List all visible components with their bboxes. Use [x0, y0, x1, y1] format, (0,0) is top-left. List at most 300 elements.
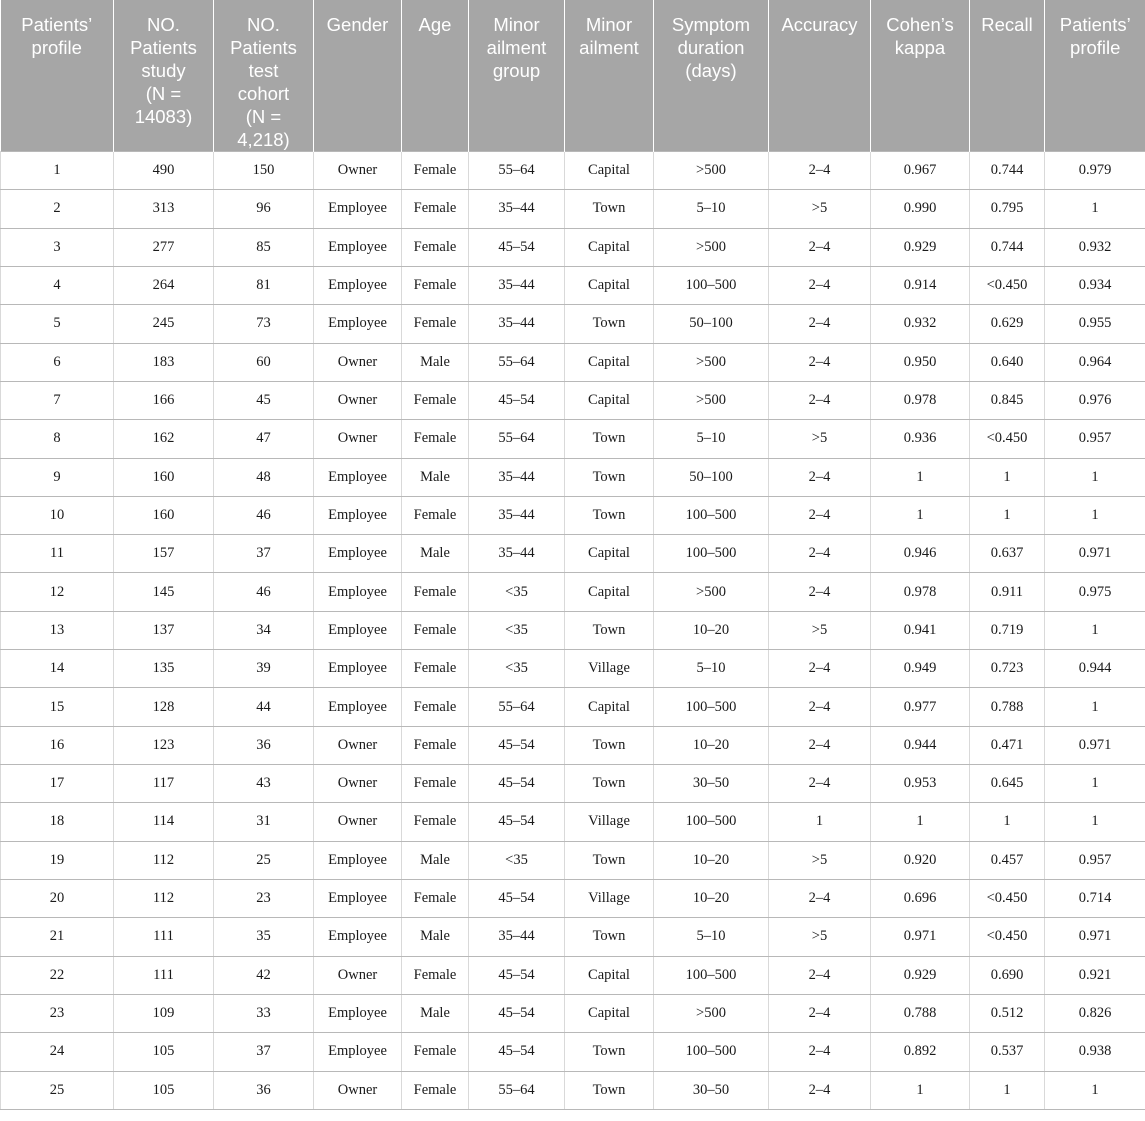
header-cohens-kappa: Cohen’s kappa: [871, 0, 970, 152]
cell-symptom-duration: 5–10: [654, 190, 769, 228]
cell-patients-test-cohort: 45: [214, 381, 314, 419]
cell-patient-profile: 4: [1, 266, 114, 304]
cell-patient-profile: 24: [1, 1033, 114, 1071]
cell-patients-study: 105: [114, 1071, 214, 1109]
cell-cohens-kappa: 0.929: [871, 956, 970, 994]
cell-patient-profile: 2: [1, 190, 114, 228]
cell-recall: 0.629: [970, 305, 1045, 343]
table-row: [1, 573, 1145, 611]
cell-patient-profile: 3: [1, 228, 114, 266]
cell-age: Female: [402, 573, 469, 611]
cell-gender: Owner: [314, 152, 402, 190]
cell-gender: Employee: [314, 650, 402, 688]
cell-ailment: Capital: [565, 688, 654, 726]
cell-cohens-kappa: 0.946: [871, 535, 970, 573]
cell-ailment: Capital: [565, 266, 654, 304]
cell-patients-test-cohort: 81: [214, 266, 314, 304]
cell-patients-profile-2: 1: [1045, 611, 1145, 649]
cell-patient-profile: 11: [1, 535, 114, 573]
cell-cohens-kappa: 0.914: [871, 266, 970, 304]
cell-patients-study: 166: [114, 381, 214, 419]
cell-age: Female: [402, 266, 469, 304]
cell-gender: Owner: [314, 765, 402, 803]
cell-patient-profile: 19: [1, 841, 114, 879]
cell-accuracy: 2–4: [769, 535, 871, 573]
cell-patients-profile-2: 0.971: [1045, 726, 1145, 764]
cell-recall: 0.845: [970, 381, 1045, 419]
cell-ailment: Village: [565, 803, 654, 841]
cell-recall: 0.471: [970, 726, 1045, 764]
cell-cohens-kappa: 0.978: [871, 573, 970, 611]
cell-age: Female: [402, 152, 469, 190]
cell-symptom-duration: 100–500: [654, 496, 769, 534]
cell-patients-test-cohort: 85: [214, 228, 314, 266]
cell-ailment: Town: [565, 765, 654, 803]
cell-symptom-duration: >500: [654, 228, 769, 266]
cell-gender: Employee: [314, 535, 402, 573]
cell-cohens-kappa: 0.953: [871, 765, 970, 803]
cell-accuracy: >5: [769, 611, 871, 649]
cell-age: Female: [402, 956, 469, 994]
cell-recall: 0.744: [970, 228, 1045, 266]
cell-accuracy: 2–4: [769, 152, 871, 190]
table-row: [1, 841, 1145, 879]
cell-age: Female: [402, 228, 469, 266]
table-row: [1, 994, 1145, 1032]
cell-patient-profile: 10: [1, 496, 114, 534]
cell-age: Male: [402, 535, 469, 573]
cell-symptom-duration: 10–20: [654, 726, 769, 764]
cell-ailment: Town: [565, 1071, 654, 1109]
table-body: [1, 152, 1145, 1110]
header-symptom-duration: Symptom duration (days): [654, 0, 769, 152]
cell-ailment: Capital: [565, 573, 654, 611]
cell-age: Female: [402, 726, 469, 764]
cell-patient-profile: 5: [1, 305, 114, 343]
cell-recall: 0.744: [970, 152, 1045, 190]
cell-recall: 0.719: [970, 611, 1045, 649]
cell-patients-profile-2: 0.826: [1045, 994, 1145, 1032]
cell-symptom-duration: 100–500: [654, 1033, 769, 1071]
cell-patients-profile-2: 0.955: [1045, 305, 1145, 343]
cell-patients-profile-2: 0.932: [1045, 228, 1145, 266]
cell-age: Female: [402, 611, 469, 649]
cell-recall: 0.537: [970, 1033, 1045, 1071]
cell-patients-profile-2: 1: [1045, 458, 1145, 496]
cell-ailment-group: 55–64: [469, 1071, 565, 1109]
cell-ailment-group: <35: [469, 573, 565, 611]
cell-symptom-duration: 30–50: [654, 1071, 769, 1109]
cell-symptom-duration: 100–500: [654, 803, 769, 841]
cell-patients-profile-2: 0.971: [1045, 918, 1145, 956]
cell-ailment-group: 35–44: [469, 918, 565, 956]
cell-gender: Employee: [314, 879, 402, 917]
cell-ailment-group: 45–54: [469, 879, 565, 917]
cell-recall: 0.637: [970, 535, 1045, 573]
cell-patients-profile-2: 0.971: [1045, 535, 1145, 573]
cell-cohens-kappa: 1: [871, 1071, 970, 1109]
cell-symptom-duration: 5–10: [654, 918, 769, 956]
cell-patients-test-cohort: 31: [214, 803, 314, 841]
cell-ailment-group: 35–44: [469, 496, 565, 534]
cell-accuracy: 2–4: [769, 879, 871, 917]
cell-patients-study: 245: [114, 305, 214, 343]
cell-ailment-group: 55–64: [469, 343, 565, 381]
table-row: [1, 535, 1145, 573]
cell-ailment-group: 45–54: [469, 381, 565, 419]
cell-patients-study: 160: [114, 496, 214, 534]
cell-accuracy: 2–4: [769, 228, 871, 266]
cell-patients-study: 112: [114, 879, 214, 917]
cell-patients-study: 112: [114, 841, 214, 879]
cell-accuracy: 2–4: [769, 726, 871, 764]
table-row: [1, 420, 1145, 458]
cell-recall: 0.795: [970, 190, 1045, 228]
cell-cohens-kappa: 0.944: [871, 726, 970, 764]
cell-patients-study: 111: [114, 956, 214, 994]
cell-cohens-kappa: 0.936: [871, 420, 970, 458]
cell-patients-study: 137: [114, 611, 214, 649]
cell-patients-profile-2: 0.921: [1045, 956, 1145, 994]
cell-patients-test-cohort: 46: [214, 496, 314, 534]
cell-age: Female: [402, 420, 469, 458]
cell-patients-profile-2: 0.944: [1045, 650, 1145, 688]
cell-patients-study: 145: [114, 573, 214, 611]
cell-cohens-kappa: 0.696: [871, 879, 970, 917]
cell-ailment-group: 45–54: [469, 765, 565, 803]
cell-patients-test-cohort: 73: [214, 305, 314, 343]
cell-patients-test-cohort: 37: [214, 1033, 314, 1071]
cell-cohens-kappa: 1: [871, 803, 970, 841]
cell-ailment: Town: [565, 918, 654, 956]
cell-ailment-group: 35–44: [469, 305, 565, 343]
cell-recall: 0.640: [970, 343, 1045, 381]
cell-accuracy: 1: [769, 803, 871, 841]
cell-patients-study: 123: [114, 726, 214, 764]
cell-accuracy: >5: [769, 918, 871, 956]
cell-gender: Owner: [314, 343, 402, 381]
header-gender: Gender: [314, 0, 402, 152]
cell-ailment: Town: [565, 496, 654, 534]
header-minor-ailment: Minor ailment: [565, 0, 654, 152]
cell-symptom-duration: 100–500: [654, 535, 769, 573]
cell-gender: Employee: [314, 190, 402, 228]
cell-age: Male: [402, 458, 469, 496]
cell-symptom-duration: 5–10: [654, 650, 769, 688]
cell-age: Female: [402, 879, 469, 917]
cell-ailment-group: 45–54: [469, 956, 565, 994]
cell-ailment-group: 45–54: [469, 726, 565, 764]
cell-symptom-duration: 50–100: [654, 458, 769, 496]
cell-symptom-duration: >500: [654, 994, 769, 1032]
cell-gender: Employee: [314, 841, 402, 879]
cell-gender: Employee: [314, 496, 402, 534]
table-row: [1, 266, 1145, 304]
cell-recall: 0.723: [970, 650, 1045, 688]
cell-accuracy: 2–4: [769, 573, 871, 611]
cell-age: Female: [402, 1033, 469, 1071]
cell-ailment-group: <35: [469, 650, 565, 688]
cell-patients-study: 114: [114, 803, 214, 841]
cell-patients-test-cohort: 39: [214, 650, 314, 688]
cell-gender: Owner: [314, 420, 402, 458]
cell-accuracy: >5: [769, 190, 871, 228]
cell-patients-test-cohort: 37: [214, 535, 314, 573]
cell-patients-study: 160: [114, 458, 214, 496]
cell-age: Female: [402, 803, 469, 841]
cell-ailment: Town: [565, 190, 654, 228]
cell-recall: <0.450: [970, 918, 1045, 956]
cell-patients-test-cohort: 46: [214, 573, 314, 611]
table-row: [1, 381, 1145, 419]
cell-gender: Employee: [314, 305, 402, 343]
cell-age: Female: [402, 305, 469, 343]
cell-patients-test-cohort: 23: [214, 879, 314, 917]
table-row: [1, 956, 1145, 994]
cell-patients-test-cohort: 36: [214, 726, 314, 764]
cell-patients-profile-2: 0.976: [1045, 381, 1145, 419]
cell-patient-profile: 9: [1, 458, 114, 496]
header-recall: Recall: [970, 0, 1045, 152]
cell-recall: 0.512: [970, 994, 1045, 1032]
cell-patients-test-cohort: 33: [214, 994, 314, 1032]
cell-patients-test-cohort: 36: [214, 1071, 314, 1109]
cell-recall: 1: [970, 803, 1045, 841]
cell-cohens-kappa: 0.990: [871, 190, 970, 228]
cell-patient-profile: 23: [1, 994, 114, 1032]
cell-gender: Employee: [314, 1033, 402, 1071]
cell-age: Male: [402, 841, 469, 879]
cell-patients-profile-2: 0.957: [1045, 841, 1145, 879]
cell-ailment-group: 35–44: [469, 190, 565, 228]
cell-symptom-duration: 100–500: [654, 688, 769, 726]
cell-patient-profile: 25: [1, 1071, 114, 1109]
cell-patients-study: 277: [114, 228, 214, 266]
cell-gender: Owner: [314, 1071, 402, 1109]
header-row: [1, 0, 1145, 152]
cell-ailment: Town: [565, 1033, 654, 1071]
cell-ailment: Capital: [565, 994, 654, 1032]
cell-gender: Employee: [314, 611, 402, 649]
cell-age: Female: [402, 650, 469, 688]
cell-cohens-kappa: 0.941: [871, 611, 970, 649]
cell-accuracy: 2–4: [769, 496, 871, 534]
cell-patient-profile: 20: [1, 879, 114, 917]
cell-patients-profile-2: 1: [1045, 190, 1145, 228]
cell-gender: Employee: [314, 573, 402, 611]
cell-ailment-group: 35–44: [469, 535, 565, 573]
cell-patient-profile: 15: [1, 688, 114, 726]
cell-patient-profile: 21: [1, 918, 114, 956]
cell-age: Female: [402, 765, 469, 803]
table-row: [1, 688, 1145, 726]
header-no-patients-study: NO. Patients study (N = 14083): [114, 0, 214, 152]
cell-ailment: Capital: [565, 956, 654, 994]
cell-ailment: Village: [565, 650, 654, 688]
cell-patients-profile-2: 0.957: [1045, 420, 1145, 458]
cell-ailment-group: 55–64: [469, 688, 565, 726]
cell-gender: Owner: [314, 956, 402, 994]
cell-age: Female: [402, 1071, 469, 1109]
cell-patient-profile: 14: [1, 650, 114, 688]
cell-gender: Owner: [314, 803, 402, 841]
cell-patients-profile-2: 0.964: [1045, 343, 1145, 381]
cell-symptom-duration: >500: [654, 381, 769, 419]
cell-symptom-duration: >500: [654, 152, 769, 190]
cell-patients-test-cohort: 150: [214, 152, 314, 190]
cell-ailment-group: 45–54: [469, 803, 565, 841]
cell-patients-test-cohort: 35: [214, 918, 314, 956]
cell-accuracy: >5: [769, 841, 871, 879]
cell-ailment-group: 45–54: [469, 994, 565, 1032]
cell-patients-profile-2: 0.979: [1045, 152, 1145, 190]
cell-accuracy: 2–4: [769, 765, 871, 803]
cell-accuracy: 2–4: [769, 956, 871, 994]
cell-accuracy: 2–4: [769, 1033, 871, 1071]
cell-symptom-duration: 100–500: [654, 956, 769, 994]
cell-patient-profile: 6: [1, 343, 114, 381]
cell-patients-study: 135: [114, 650, 214, 688]
cell-cohens-kappa: 0.978: [871, 381, 970, 419]
cell-patients-profile-2: 0.714: [1045, 879, 1145, 917]
cell-recall: 1: [970, 1071, 1045, 1109]
cell-cohens-kappa: 0.971: [871, 918, 970, 956]
cell-patients-test-cohort: 34: [214, 611, 314, 649]
cell-patients-test-cohort: 47: [214, 420, 314, 458]
cell-ailment-group: <35: [469, 841, 565, 879]
cell-accuracy: 2–4: [769, 266, 871, 304]
cell-age: Female: [402, 688, 469, 726]
cell-patient-profile: 17: [1, 765, 114, 803]
table-row: [1, 152, 1145, 190]
cell-ailment: Town: [565, 420, 654, 458]
cell-symptom-duration: 50–100: [654, 305, 769, 343]
cell-cohens-kappa: 0.920: [871, 841, 970, 879]
cell-ailment-group: 55–64: [469, 152, 565, 190]
table-header: [1, 0, 1145, 152]
cell-patient-profile: 22: [1, 956, 114, 994]
cell-recall: 1: [970, 458, 1045, 496]
cell-ailment: Capital: [565, 381, 654, 419]
cell-symptom-duration: 30–50: [654, 765, 769, 803]
cell-symptom-duration: 10–20: [654, 611, 769, 649]
cell-cohens-kappa: 0.929: [871, 228, 970, 266]
cell-symptom-duration: >500: [654, 343, 769, 381]
cell-patient-profile: 13: [1, 611, 114, 649]
cell-patients-test-cohort: 25: [214, 841, 314, 879]
cell-accuracy: 2–4: [769, 1071, 871, 1109]
cell-accuracy: 2–4: [769, 343, 871, 381]
cell-patients-test-cohort: 44: [214, 688, 314, 726]
table-row: [1, 879, 1145, 917]
cell-gender: Employee: [314, 688, 402, 726]
cell-patient-profile: 7: [1, 381, 114, 419]
cell-symptom-duration: >500: [654, 573, 769, 611]
cell-patients-profile-2: 1: [1045, 688, 1145, 726]
table-row: [1, 1071, 1145, 1109]
cell-accuracy: 2–4: [769, 381, 871, 419]
cell-recall: <0.450: [970, 879, 1045, 917]
cell-ailment: Town: [565, 841, 654, 879]
cell-recall: <0.450: [970, 420, 1045, 458]
header-patients-profile-2: Patients’ profile: [1045, 0, 1145, 152]
cell-ailment: Capital: [565, 343, 654, 381]
cell-accuracy: >5: [769, 420, 871, 458]
cell-gender: Employee: [314, 228, 402, 266]
cell-ailment-group: 45–54: [469, 1033, 565, 1071]
cell-ailment: Capital: [565, 228, 654, 266]
cell-accuracy: 2–4: [769, 305, 871, 343]
table-row: [1, 190, 1145, 228]
cell-recall: 0.690: [970, 956, 1045, 994]
cell-recall: 0.788: [970, 688, 1045, 726]
cell-age: Male: [402, 918, 469, 956]
table-row: [1, 918, 1145, 956]
cell-gender: Employee: [314, 918, 402, 956]
header-accuracy: Accuracy: [769, 0, 871, 152]
table-row: [1, 496, 1145, 534]
cell-patients-test-cohort: 96: [214, 190, 314, 228]
cell-patients-study: 105: [114, 1033, 214, 1071]
cell-patients-study: 157: [114, 535, 214, 573]
cell-ailment-group: 35–44: [469, 266, 565, 304]
table-row: [1, 1033, 1145, 1071]
cell-ailment: Village: [565, 879, 654, 917]
cell-cohens-kappa: 1: [871, 458, 970, 496]
cell-patients-study: 490: [114, 152, 214, 190]
table-row: [1, 765, 1145, 803]
cell-recall: 1: [970, 496, 1045, 534]
cell-patients-study: 313: [114, 190, 214, 228]
cell-patients-study: 183: [114, 343, 214, 381]
cell-patient-profile: 12: [1, 573, 114, 611]
cell-patients-profile-2: 0.938: [1045, 1033, 1145, 1071]
cell-patient-profile: 1: [1, 152, 114, 190]
cell-patients-test-cohort: 48: [214, 458, 314, 496]
cell-symptom-duration: 100–500: [654, 266, 769, 304]
cell-recall: 0.911: [970, 573, 1045, 611]
cell-cohens-kappa: 0.932: [871, 305, 970, 343]
cell-patient-profile: 16: [1, 726, 114, 764]
cell-patients-study: 109: [114, 994, 214, 1032]
header-patients-profile: Patients’ profile: [1, 0, 114, 152]
cell-ailment-group: 55–64: [469, 420, 565, 458]
cell-accuracy: 2–4: [769, 650, 871, 688]
cell-patients-profile-2: 1: [1045, 803, 1145, 841]
cell-patients-profile-2: 1: [1045, 765, 1145, 803]
cell-patients-profile-2: 1: [1045, 1071, 1145, 1109]
cell-recall: <0.450: [970, 266, 1045, 304]
cell-gender: Employee: [314, 458, 402, 496]
cell-cohens-kappa: 0.788: [871, 994, 970, 1032]
table-row: [1, 228, 1145, 266]
cell-age: Female: [402, 190, 469, 228]
cell-ailment-group: 35–44: [469, 458, 565, 496]
cell-recall: 0.645: [970, 765, 1045, 803]
cell-symptom-duration: 10–20: [654, 841, 769, 879]
cell-gender: Employee: [314, 994, 402, 1032]
table-row: [1, 458, 1145, 496]
cell-age: Female: [402, 381, 469, 419]
cell-cohens-kappa: 1: [871, 496, 970, 534]
cell-cohens-kappa: 0.967: [871, 152, 970, 190]
cell-age: Female: [402, 496, 469, 534]
cell-ailment-group: 45–54: [469, 228, 565, 266]
cell-gender: Owner: [314, 726, 402, 764]
cell-patients-profile-2: 0.975: [1045, 573, 1145, 611]
cell-patient-profile: 18: [1, 803, 114, 841]
cell-accuracy: 2–4: [769, 458, 871, 496]
